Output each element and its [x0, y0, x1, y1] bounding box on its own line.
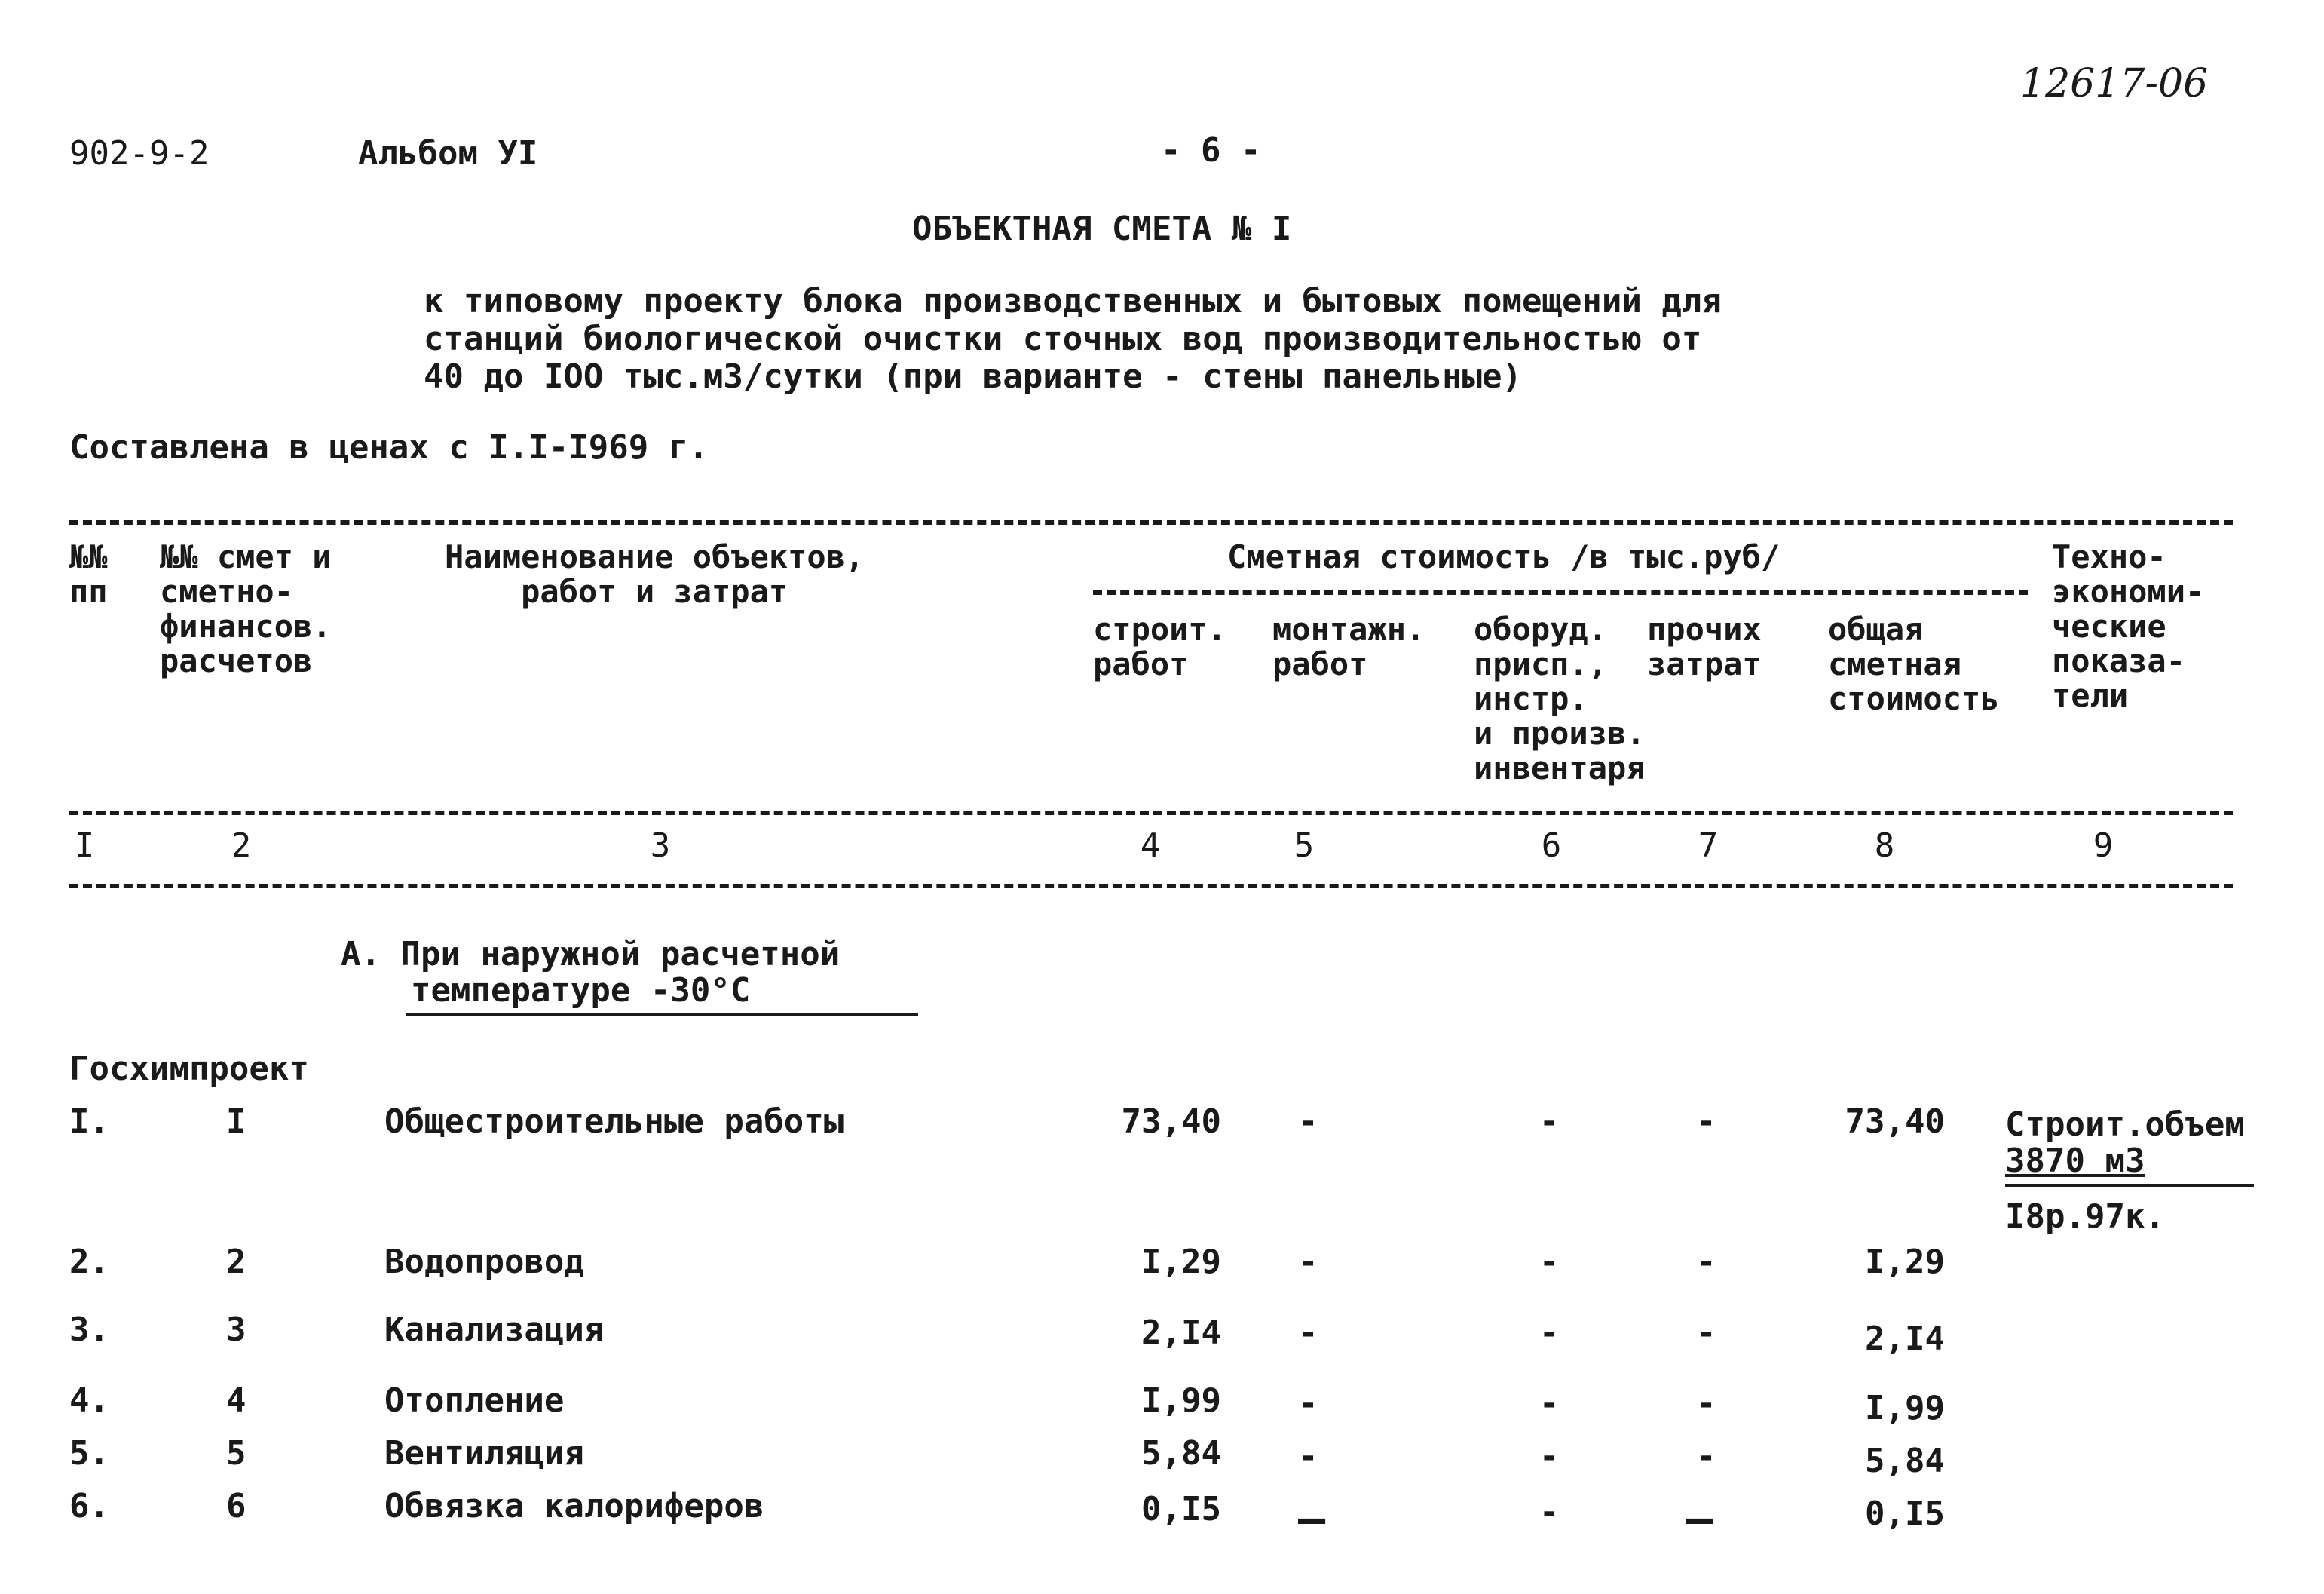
row-6-estimate: 6 — [226, 1487, 246, 1525]
row-3-installation-cost: - — [1298, 1314, 1318, 1352]
row-2-installation-cost: - — [1298, 1243, 1318, 1281]
row-2-name: Водопровод — [384, 1243, 584, 1281]
row-3-total-cost: 2,I4 — [1865, 1320, 1945, 1358]
column-number-2: 2 — [231, 826, 252, 865]
tech-indicator-unit-cost: I8р.97к. — [2005, 1197, 2165, 1236]
row-6-number: 6. — [69, 1487, 109, 1525]
row-6-total-cost: 0,I5 — [1865, 1494, 1945, 1533]
tech-indicator-fraction-line — [2005, 1184, 2254, 1187]
header-col-2: №№ смет и сметно- финансов. расчетов — [160, 538, 332, 679]
header-col-7: прочих затрат — [1647, 611, 1762, 682]
row-3-name: Канализация — [384, 1310, 605, 1349]
row-5-name: Вентиляция — [384, 1434, 584, 1473]
row-4-name: Отопление — [384, 1381, 565, 1420]
handwritten-code: 12617-06 — [2020, 61, 2209, 106]
row-1-number: I. — [69, 1102, 109, 1141]
subtitle-line-2: станций биологической очистки сточных вод производительностью от — [424, 320, 1702, 358]
row-4-number: 4. — [69, 1381, 109, 1420]
organization-label: Госхимпроект — [69, 1050, 309, 1088]
document-title: ОБЪЕКТНАЯ СМЕТА № I — [912, 210, 1292, 248]
header-col-5: монтажн. работ — [1272, 611, 1425, 682]
row-3-equipment-cost: - — [1539, 1314, 1560, 1352]
row-6-construction-cost: 0,I5 — [1141, 1490, 1221, 1528]
project-code: 902-9-2 — [69, 134, 210, 173]
column-number-3: 3 — [650, 826, 671, 865]
column-number-9: 9 — [2093, 826, 2114, 865]
row-6-other-cost: — — [1686, 1492, 1713, 1545]
row-4-other-cost: - — [1696, 1384, 1716, 1423]
row-5-number: 5. — [69, 1434, 109, 1473]
column-number-4: 4 — [1140, 826, 1161, 865]
row-2-equipment-cost: - — [1539, 1243, 1560, 1281]
column-number-5: 5 — [1294, 826, 1315, 865]
column-number-8: 8 — [1874, 826, 1895, 865]
row-1-name: Общестроительные работы — [384, 1102, 844, 1141]
header-col-4: строит. работ — [1093, 611, 1227, 682]
tech-indicator-volume-value: 3870 м3 — [2005, 1142, 2145, 1180]
row-1-estimate: I — [226, 1102, 246, 1141]
row-2-construction-cost: I,29 — [1141, 1243, 1221, 1281]
row-6-equipment-cost: - — [1539, 1493, 1560, 1531]
header-bottom-rule — [69, 811, 2233, 815]
row-5-total-cost: 5,84 — [1865, 1442, 1945, 1480]
subtitle-line-1: к типовому проекту блока производственных и бытовых помещений для — [424, 282, 1722, 320]
row-6-installation-cost: — — [1298, 1492, 1326, 1545]
row-4-installation-cost: - — [1298, 1384, 1318, 1423]
table-top-rule — [69, 520, 2233, 525]
row-3-construction-cost: 2,I4 — [1141, 1314, 1221, 1352]
column-numbers-rule — [69, 884, 2233, 888]
row-4-construction-cost: I,99 — [1141, 1381, 1221, 1420]
section-title-line-1: А. При наружной расчетной — [341, 935, 840, 973]
row-4-estimate: 4 — [226, 1381, 246, 1420]
row-5-other-cost: - — [1696, 1437, 1716, 1476]
row-3-number: 3. — [69, 1310, 109, 1349]
header-cost-group: Сметная стоимость /в тыс.руб/ — [1227, 538, 1781, 575]
column-number-1: I — [74, 826, 95, 865]
row-1-installation-cost: - — [1298, 1102, 1318, 1141]
row-2-number: 2. — [69, 1243, 109, 1281]
row-2-total-cost: I,29 — [1865, 1243, 1945, 1281]
header-col-1: №№ пп — [69, 538, 108, 610]
row-2-other-cost: - — [1696, 1243, 1716, 1281]
row-1-total-cost: 73,40 — [1845, 1102, 1945, 1141]
header-col-6: оборуд. присп., инстр. и произв. инвентаря — [1474, 611, 1646, 786]
column-number-6: 6 — [1541, 826, 1562, 865]
tech-indicator-volume-label: Строит.объем — [2005, 1105, 2245, 1144]
row-1-equipment-cost: - — [1539, 1102, 1560, 1141]
header-col-3: Наименование объектов, работ и затрат — [445, 538, 865, 610]
subtitle-line-3: 40 до IOO тыс.м3/сутки (при варианте - стены панельные) — [424, 357, 1522, 396]
row-1-other-cost: - — [1696, 1102, 1716, 1141]
prices-note: Составлена в ценах с I.I-I969 г. — [69, 428, 709, 467]
section-title-line-2: температуре -30°С — [411, 971, 751, 1010]
column-number-7: 7 — [1698, 826, 1719, 865]
section-title-underline — [406, 1013, 918, 1016]
row-1-construction-cost: 73,40 — [1121, 1102, 1221, 1141]
row-2-estimate: 2 — [226, 1243, 246, 1281]
row-4-total-cost: I,99 — [1865, 1389, 1945, 1427]
row-5-installation-cost: - — [1298, 1437, 1318, 1476]
row-6-name: Обвязка калориферов — [384, 1487, 764, 1525]
row-5-construction-cost: 5,84 — [1141, 1434, 1221, 1473]
album-label: Альбом УI — [358, 134, 538, 173]
row-3-other-cost: - — [1696, 1314, 1716, 1352]
row-5-equipment-cost: - — [1539, 1437, 1560, 1476]
row-4-equipment-cost: - — [1539, 1384, 1560, 1423]
header-col-9: Техно- экономи- ческие показа- тели — [2052, 538, 2205, 714]
row-5-estimate: 5 — [226, 1434, 246, 1473]
page-number: - 6 - — [1161, 131, 1261, 170]
header-col-8: общая сметная стоимость — [1828, 611, 2000, 717]
cost-group-rule — [1093, 590, 2028, 595]
row-3-estimate: 3 — [226, 1310, 246, 1349]
